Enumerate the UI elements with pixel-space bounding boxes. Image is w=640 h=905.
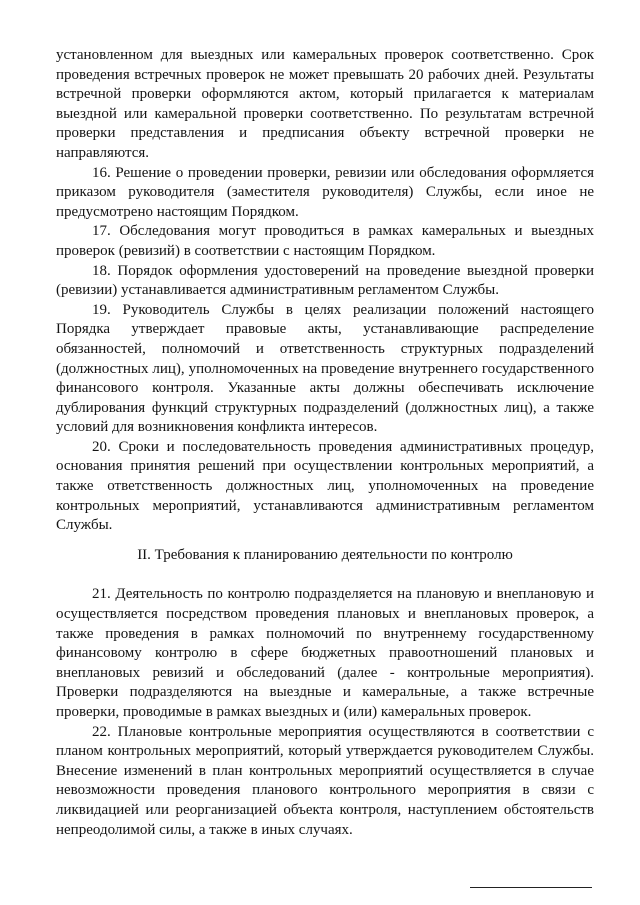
paragraph-18: 18. Порядок оформления удостоверений на проведение выездной проверки (ревизии) устанавливается административным регламентом Службы.: [56, 262, 594, 299]
paragraph-16: 16. Решение о проведении проверки, ревизии или обследования оформляется приказом руководителя (заместителя руководителя) Службы, если иное не предусмотрено настоящим Порядком.: [56, 164, 594, 220]
paragraph-21: 21. Деятельность по контролю подразделяется на плановую и внеплановую и осуществляется посредством проведения плановых и внеплановых проверок, а также проведения в рамках полномочий по внутреннему государственному финансовому контролю в сфере бюджетных правоотношений плановых и внеплановых ревизий и обследований (далее - контрольные мероприятия). Проверки подразделяются на выездные и камеральные, а также встречные проверки, проводимые в рамках выездных и (или) камеральных проверок.: [56, 586, 594, 720]
paragraph-continuation: установленном для выездных или камеральных проверок соответственно. Срок проведения встречных проверок не может превышать 20 рабочих дней. Результаты встречной проверки оформляются актом, который прилагается к материалам выездной или камеральной проверки соответственно. По результатам встречной проверки представления и предписания объекту встречной проверки не направляются.: [56, 47, 594, 161]
paragraph-22: 22. Плановые контрольные мероприятия осуществляются в соответствии с планом контрольных мероприятий, который утверждается руководителем Службы. Внесение изменений в план контрольных мероприятий осуществляется в случае невозможности проведения планового контрольного мероприятия в связи с ликвидацией или реорганизацией объекта контроля, наступлением обстоятельств непреодолимой силы, а также в иных случаях.: [56, 723, 594, 838]
paragraph-19: 19. Руководитель Службы в целях реализации положений настоящего Порядка утверждает правовые акты, устанавливающие распределение обязанностей, полномочий и ответственность структурных подразделений (должностных лиц), уполномоченных на проведение внутреннего государственного финансового контроля. Указанные акты должны обеспечивать исключение дублирования функций структурных подразделений (должностных лиц), а также условий для возникновения конфликта интересов.: [56, 301, 594, 436]
section-heading: II. Требования к планированию деятельности по контролю: [137, 546, 513, 563]
paragraph-20: 20. Сроки и последовательность проведения административных процедур, основания принятия решений при осуществлении контрольных мероприятий, а также ответственность должностных лиц, уполномоченных на проведение контрольных мероприятий, устанавливаются административным регламентом Службы.: [56, 438, 594, 534]
paragraph-17: 17. Обследования могут проводиться в рамках камеральных и выездных проверок (ревизий) в соответствии с настоящим Порядком.: [56, 223, 594, 259]
footer-divider: [470, 887, 592, 888]
document-page: [56, 46, 594, 840]
